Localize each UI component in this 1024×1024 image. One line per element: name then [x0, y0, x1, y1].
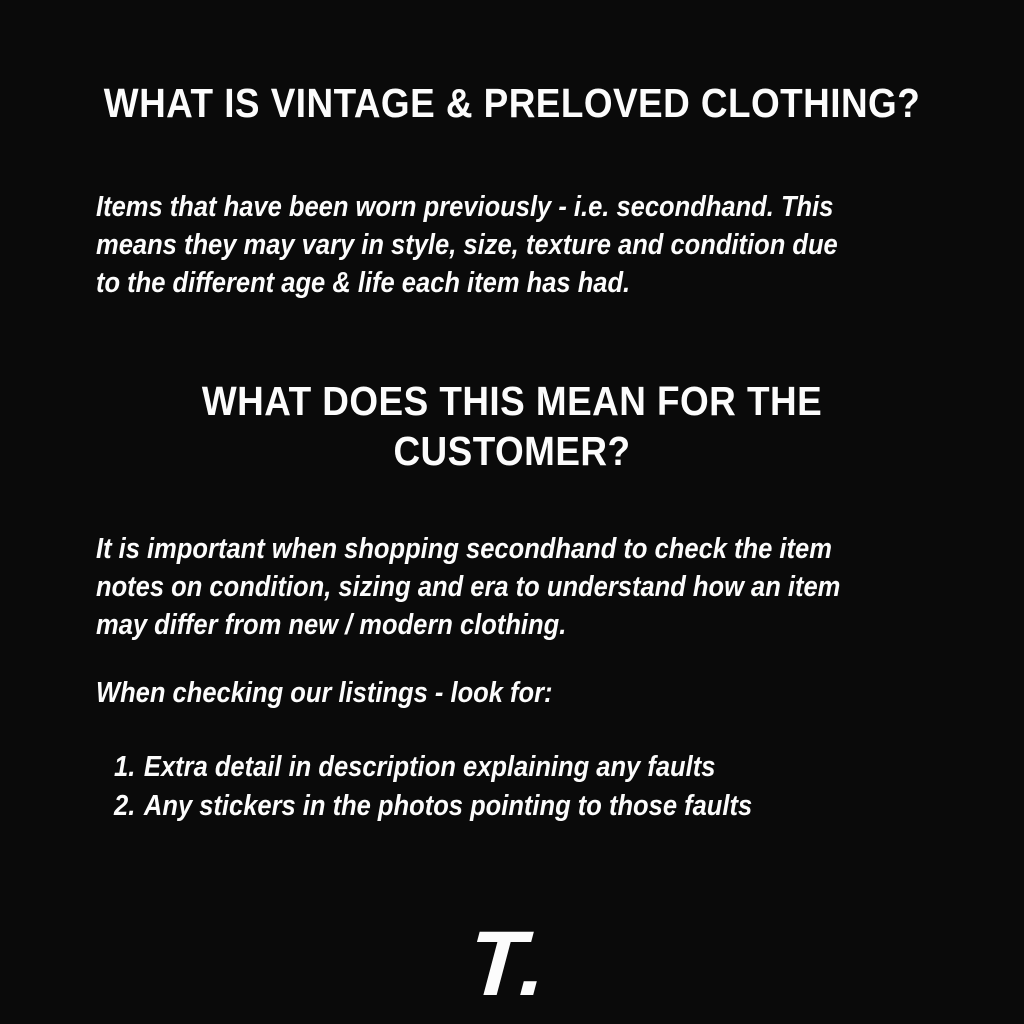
- section-heading-line: CUSTOMER?: [393, 428, 631, 474]
- customer-paragraph: [96, 530, 840, 644]
- checklist-text: Extra detail in description explaining any faults: [143, 751, 716, 783]
- section-heading: [51, 376, 973, 476]
- intro-paragraph: [96, 188, 838, 302]
- section-heading-line: WHAT DOES THIS MEAN FOR THE: [201, 378, 823, 424]
- customer-line: It is important when shopping secondhand to check the item: [96, 533, 832, 565]
- customer-line: may differ from new / modern clothing.: [96, 609, 567, 641]
- page-title: WHAT IS VINTAGE & PRELOVED CLOTHING?: [103, 80, 921, 126]
- checklist-number: 2.: [114, 790, 136, 822]
- checklist-intro: When checking our listings - look for:: [96, 677, 553, 709]
- checklist-number: 1.: [114, 751, 136, 783]
- intro-line: to the different age & life each item has had.: [96, 267, 631, 299]
- checklist: [114, 748, 752, 826]
- customer-line: notes on condition, sizing and era to understand how an item: [96, 571, 841, 603]
- checklist-text: Any stickers in the photos pointing to those faults: [143, 790, 753, 822]
- checklist-item: [114, 748, 752, 787]
- brand-logo: T.: [465, 913, 552, 1015]
- intro-line: means they may vary in style, size, texture and condition due: [96, 229, 838, 261]
- intro-line: Items that have been worn previously - i.e. secondhand. This: [96, 191, 834, 223]
- checklist-item: [114, 787, 752, 826]
